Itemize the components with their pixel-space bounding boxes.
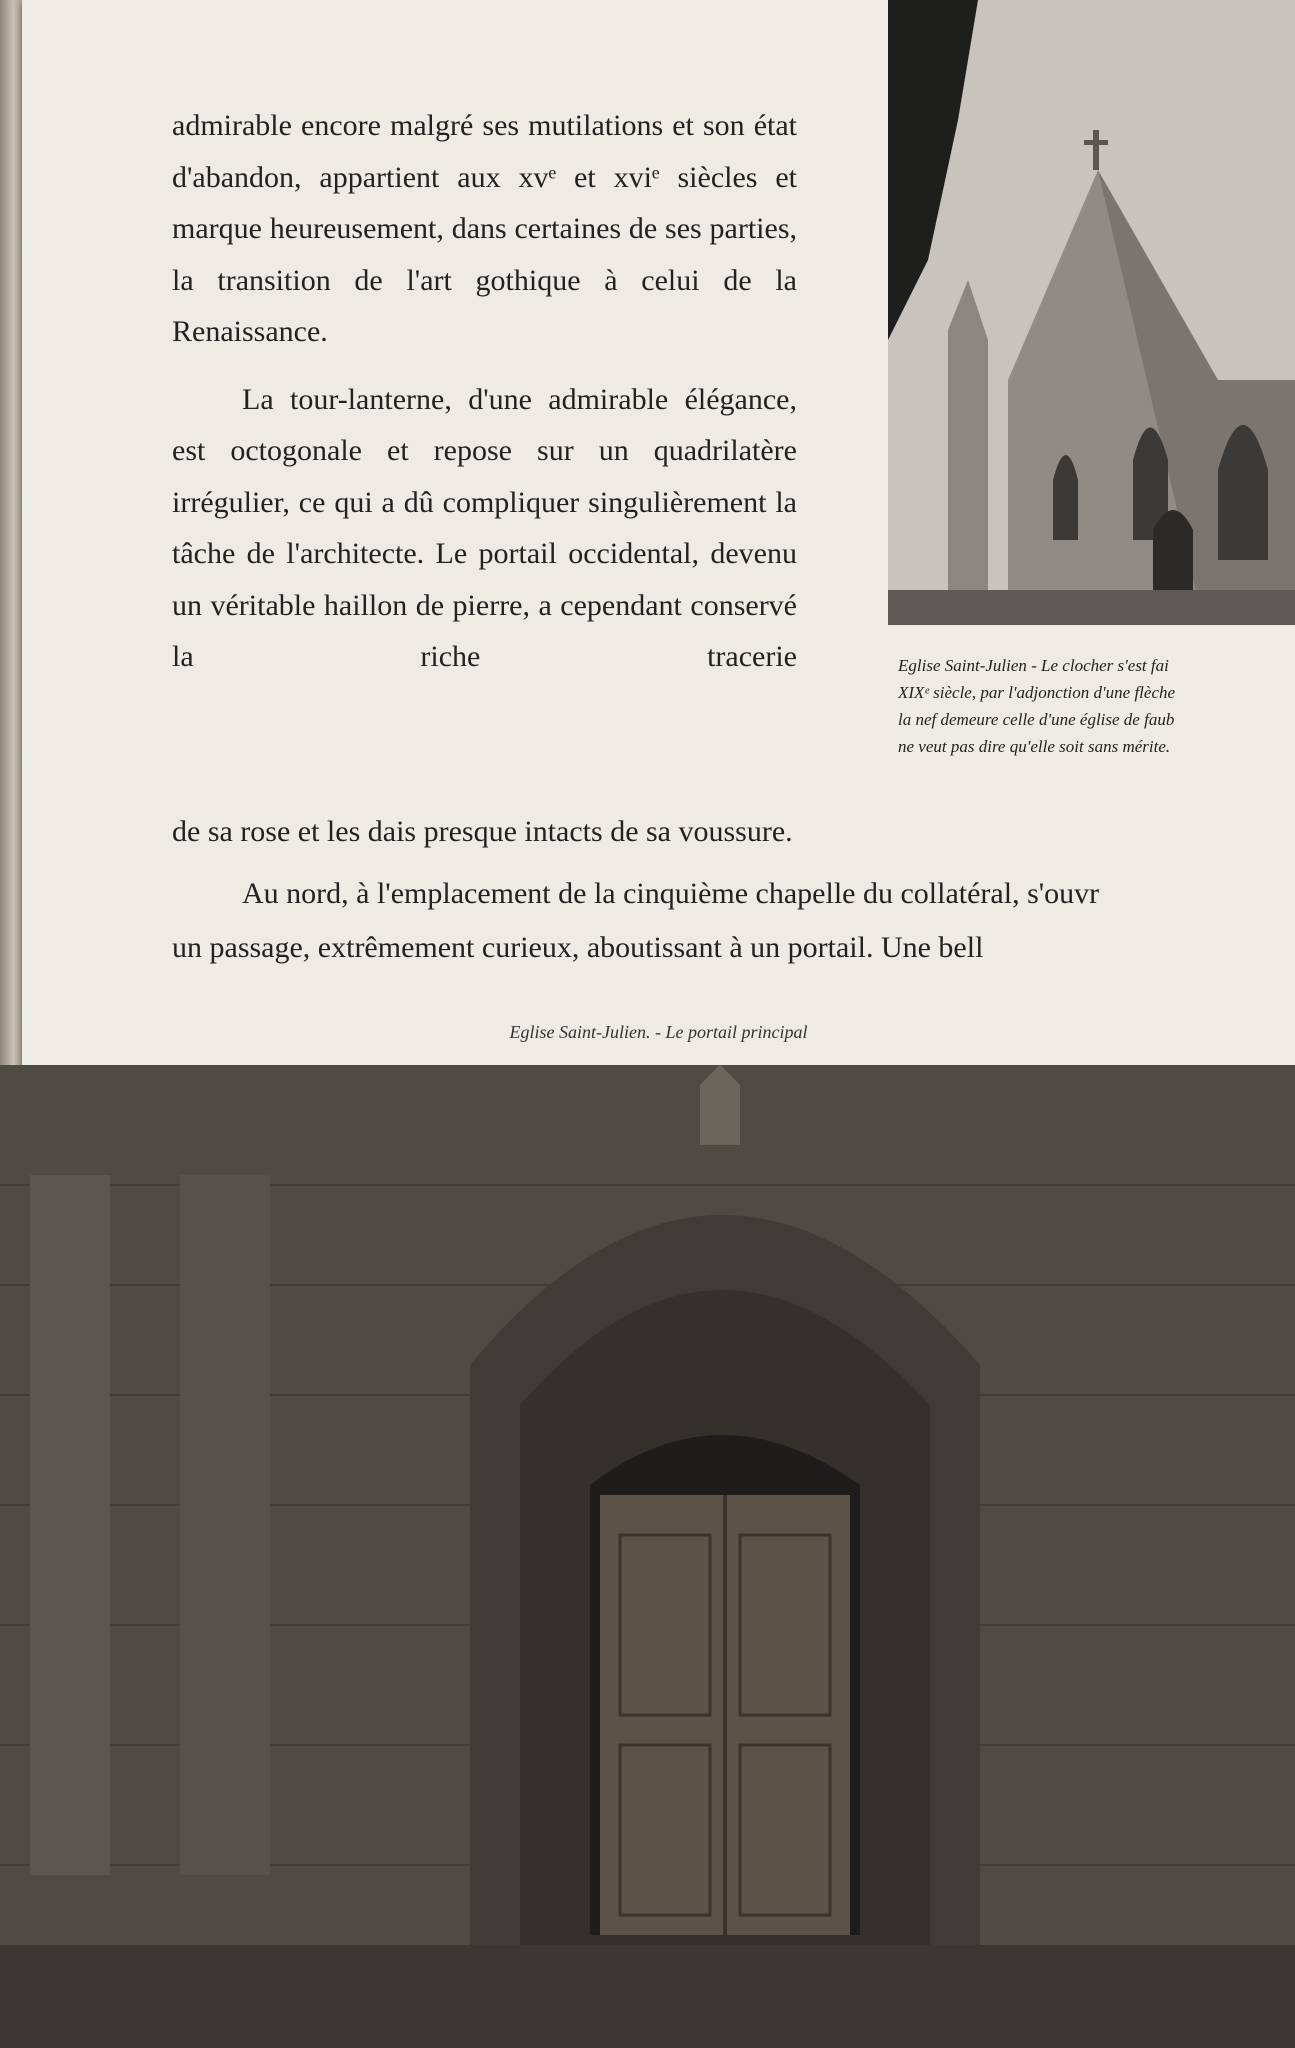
church-photo (888, 0, 1295, 625)
caption-line-2: XIXᵉ siècle, par l'adjonction d'une flèche (898, 683, 1176, 702)
photo-caption-portail: Eglise Saint-Julien. - Le portail principal (509, 1022, 808, 1042)
paragraph-1: admirable encore malgré ses mutilations et son état d'abandon, appartient aux xvᵉ et xviᵉ siècles et marque heureusement, dans certaines de ses parties, la transition de l'art gothique à celui de la Renaissance. (172, 109, 797, 348)
text-line-wide-3: un passage, extrêmement curieux, aboutissant à un portail. Une bell (172, 931, 984, 964)
text-line-wide-2: Au nord, à l'emplacement de la cinquième chapelle du collatéral, s'ouvr (242, 877, 1100, 910)
body-text-column (172, 100, 797, 699)
caption-line-3: la nef demeure celle d'une église de faub (898, 710, 1175, 729)
caption-line-4: ne veut pas dire qu'elle soit sans mérite. (898, 737, 1171, 756)
photo-caption-clocher (898, 652, 1295, 760)
paragraph-2: La tour-lanterne, d'une admirable élégance, est octogonale et repose sur un quadrilatère irrégulier, ce qui a dû compliquer singulièrement la tâche de l'architecte. Le portail occidental, devenu un véritable haillon de pierre, a cependant conservé la riche tracerie (172, 382, 797, 673)
portal-photo (0, 1065, 1295, 2048)
caption-line-1: Eglise Saint-Julien - Le clocher s'est fai (898, 656, 1169, 675)
text-line-wide-1: de sa rose et les dais presque intacts de sa voussure. (172, 815, 793, 848)
church-facade-illustration (888, 0, 1295, 625)
portal-illustration (0, 1065, 1295, 2048)
